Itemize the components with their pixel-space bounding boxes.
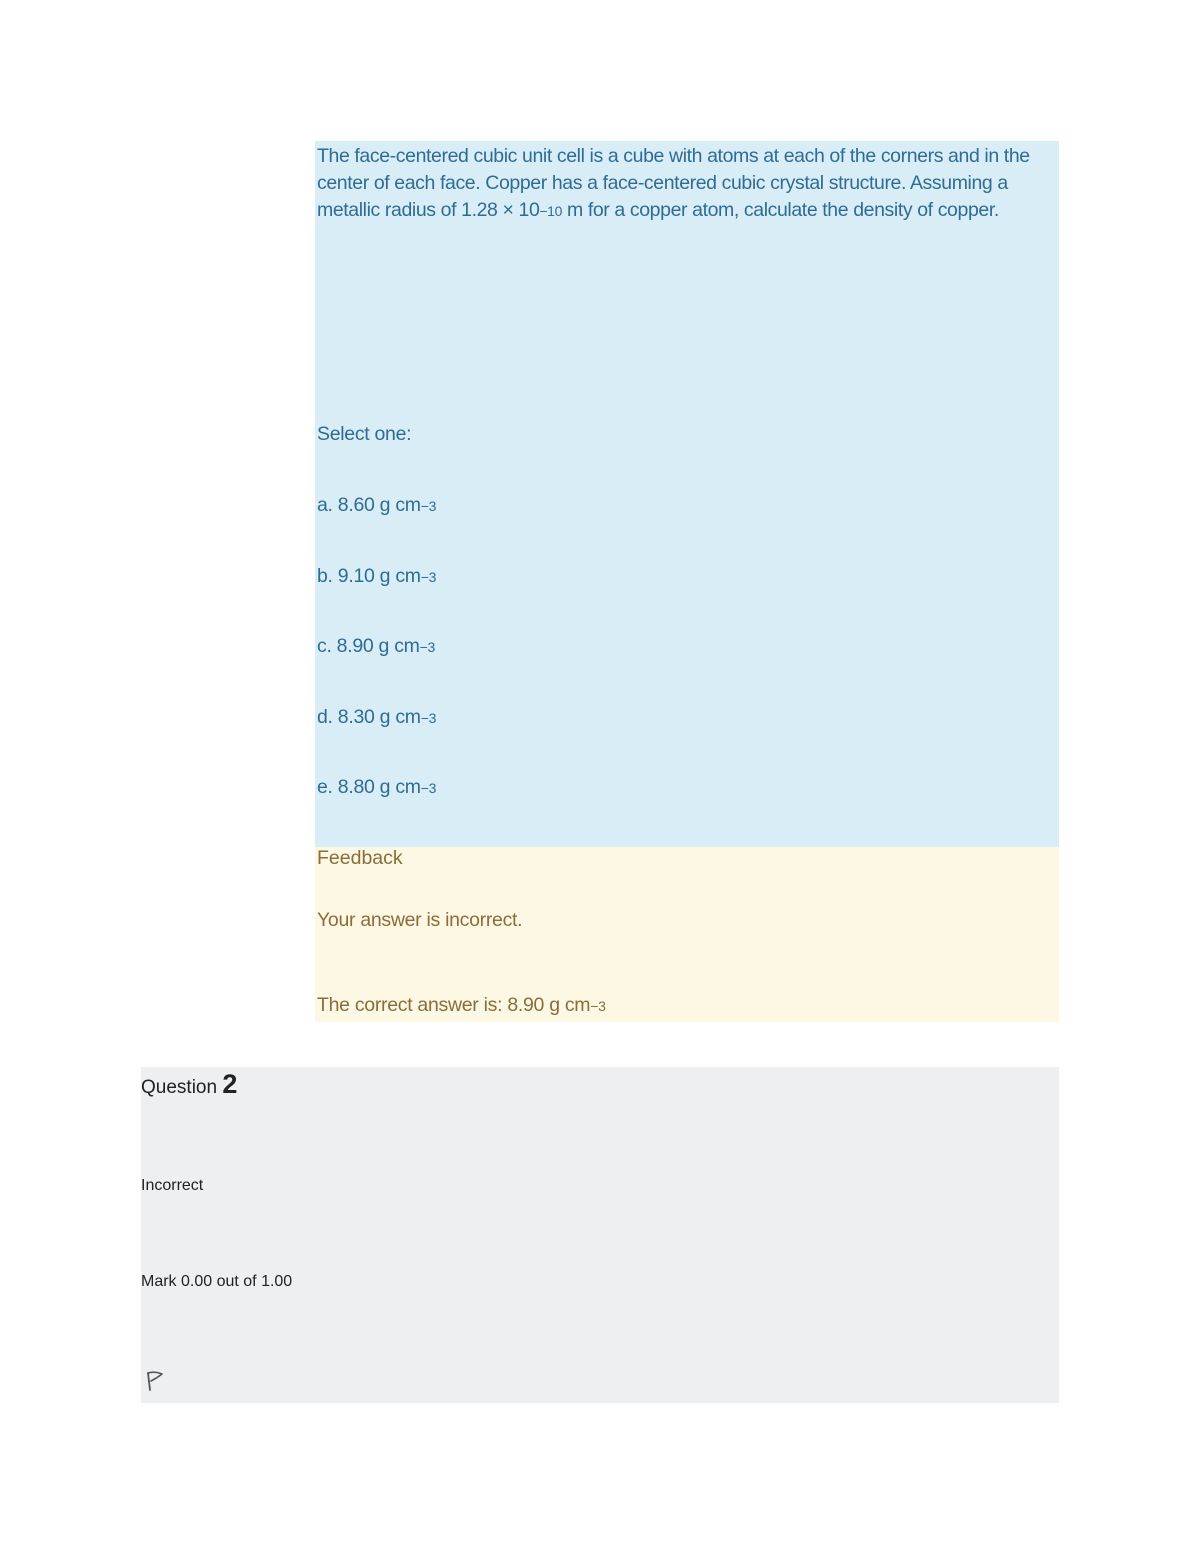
feedback-panel: [315, 847, 1059, 1022]
answer-option-d[interactable]: [317, 706, 436, 729]
option-exponent: −3: [420, 780, 437, 796]
option-label: c. 8.90 g cm: [317, 635, 420, 657]
flag-icon[interactable]: [145, 1369, 167, 1393]
feedback-title: Feedback: [317, 847, 403, 869]
option-label: d. 8.30 g cm: [317, 706, 421, 728]
option-exponent: −3: [419, 639, 435, 655]
option-exponent: −3: [420, 710, 437, 726]
select-one-prompt: Select one:: [317, 423, 412, 445]
question-state: Incorrect: [141, 1177, 204, 1194]
correct-answer: [317, 994, 606, 1017]
question-2-info-panel: [141, 1067, 1059, 1403]
feedback-result: Your answer is incorrect.: [317, 909, 523, 931]
question-number: [141, 1069, 237, 1100]
option-label: e. 8.80 g cm: [317, 776, 421, 798]
option-label: b. 9.10 g cm: [317, 565, 421, 587]
question-number-value: 2: [222, 1069, 238, 1099]
correct-answer-text: The correct answer is: 8.90 g cm: [317, 994, 591, 1016]
question-text-exponent: −10: [539, 203, 562, 219]
question-text-main: The face-centered cubic unit cell is a cube with atoms at each of the corners and in the center of each face. Copper has a face-centered cubic crystal structure. Assuming a metallic radius of 1.28 × 10: [317, 145, 1030, 221]
question-text-end: m for a copper atom, calculate the density of copper.: [561, 199, 999, 221]
answer-option-e[interactable]: [317, 776, 436, 799]
option-exponent: −3: [420, 569, 437, 585]
answer-option-a[interactable]: [317, 494, 436, 517]
question-text: [317, 143, 1057, 225]
correct-answer-exponent: −3: [590, 998, 606, 1014]
question-text-panel: [315, 141, 1059, 847]
question-label: Question: [141, 1077, 218, 1098]
question-grade: Mark 0.00 out of 1.00: [141, 1273, 293, 1290]
option-exponent: −3: [420, 498, 437, 514]
answer-option-c[interactable]: [317, 635, 435, 658]
option-label: a. 8.60 g cm: [317, 494, 421, 516]
answer-option-b[interactable]: [317, 565, 436, 588]
